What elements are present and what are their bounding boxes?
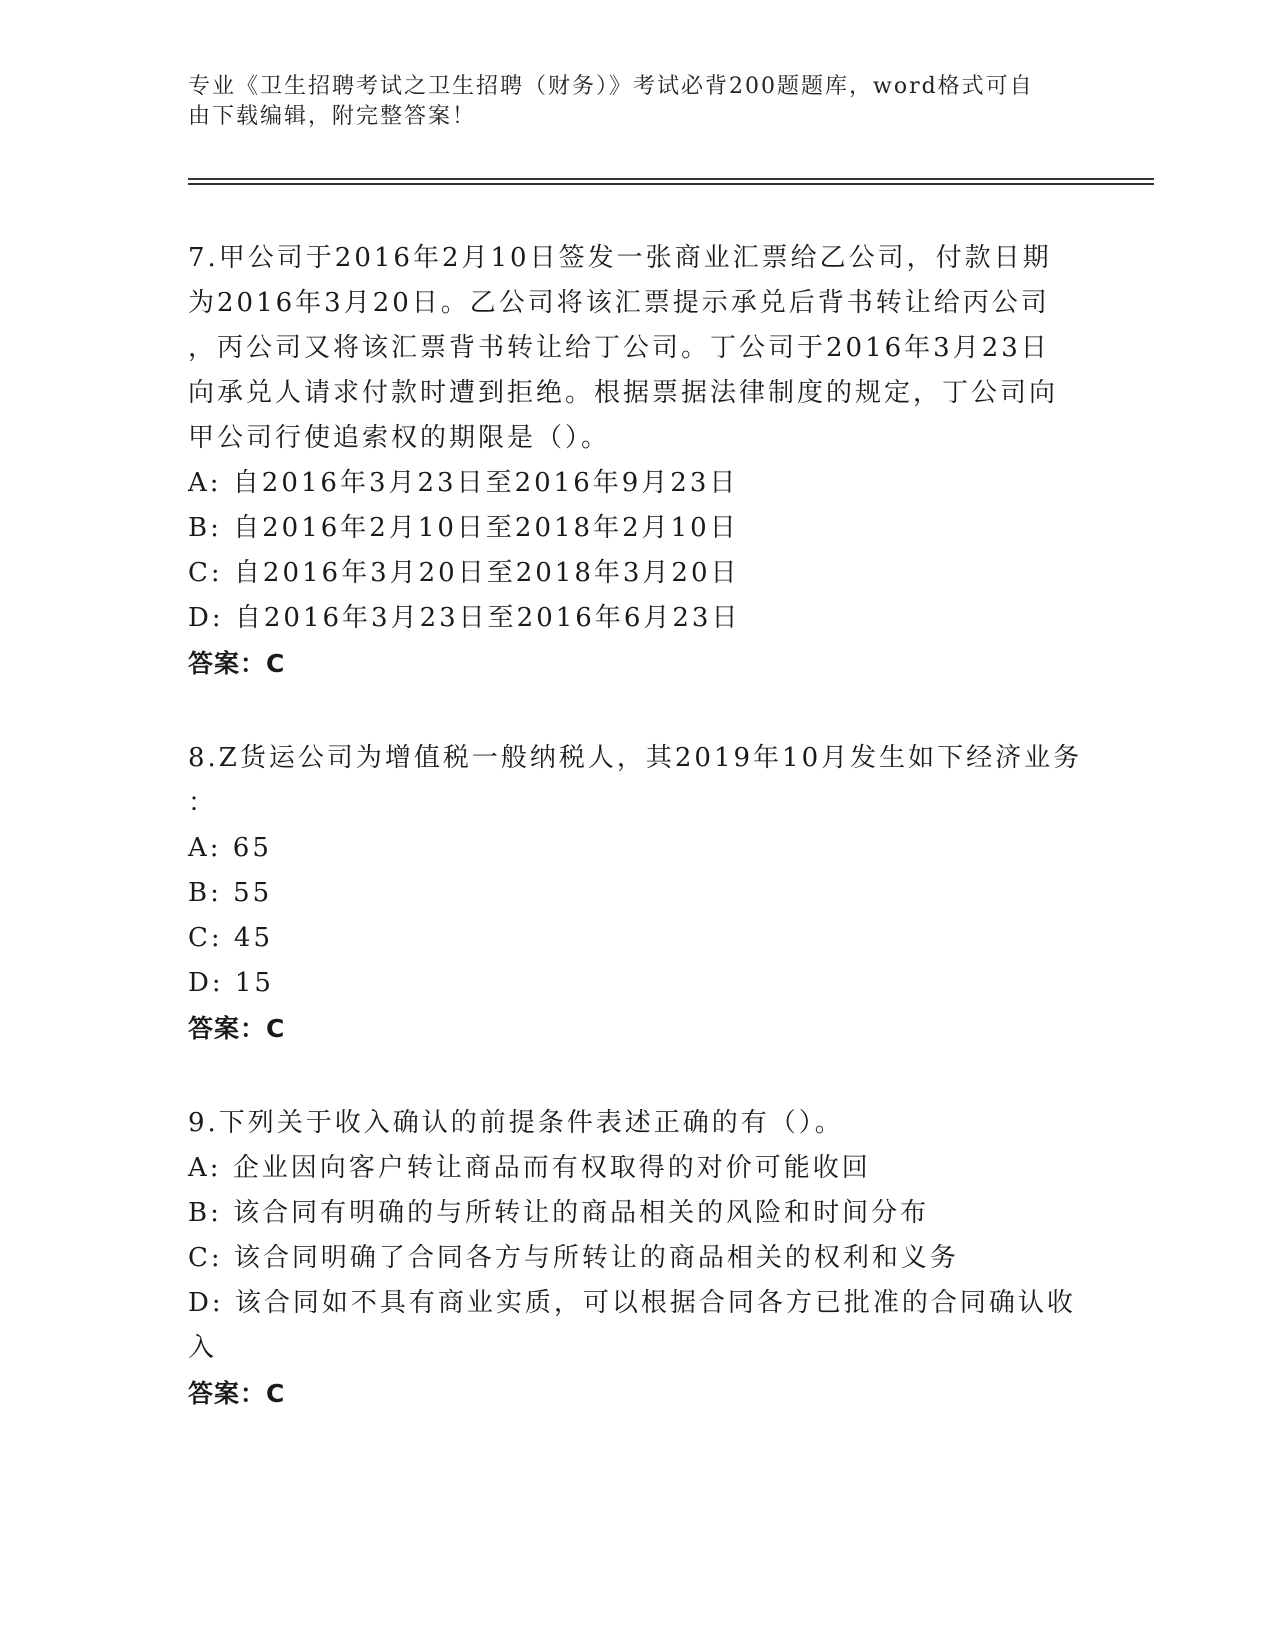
option-a: A: 65 (188, 833, 272, 863)
question-stem-line: 为2016年3月20日。乙公司将该汇票提示承兑后背书转让给丙公司 (188, 288, 1050, 318)
question-stem-line: ，丙公司又将该汇票背书转让给丁公司。丁公司于2016年3月23日 (188, 333, 1050, 363)
question-stem-line: 向承兑人请求付款时遭到拒绝。根据票据法律制度的规定，丁公司向 (188, 378, 1059, 408)
question-stem-line: 甲公司行使追索权的期限是（）。 (188, 423, 611, 453)
option-c: C: 45 (188, 923, 274, 953)
question-list (188, 236, 1088, 1416)
header-line-1: 专业《卫生招聘考试之卫生招聘（财务）》考试必背200题题库，word格式可自 (188, 74, 1034, 99)
question-8 (188, 736, 1088, 1051)
question-stem-line: 8.Z货运公司为增值税一般纳税人，其2019年10月发生如下经济业务 (188, 743, 1083, 773)
answer-label: 答案：C (188, 649, 286, 678)
header-line-2: 由下载编辑，附完整答案！ (188, 104, 477, 129)
question-7 (188, 236, 1088, 686)
header-divider-top (188, 178, 1154, 180)
question-stem-line: 9.下列关于收入确认的前提条件表述正确的有（）。 (188, 1108, 844, 1138)
question-stem-line: 7.甲公司于2016年2月10日签发一张商业汇票给乙公司，付款日期 (188, 243, 1052, 273)
option-d-continuation: 入 (188, 1333, 218, 1363)
answer-label: 答案：C (188, 1379, 286, 1408)
question-stem-line: ： (188, 788, 218, 818)
option-c: C: 自2016年3月20日至2018年3月20日 (188, 558, 740, 588)
option-d: D: 15 (188, 968, 274, 998)
option-a: A: 企业因向客户转让商品而有权取得的对价可能收回 (188, 1153, 871, 1183)
option-c: C: 该合同明确了合同各方与所转让的商品相关的权利和义务 (188, 1243, 959, 1273)
answer-label: 答案：C (188, 1014, 286, 1043)
option-a: A: 自2016年3月23日至2016年9月23日 (188, 468, 739, 498)
question-9 (188, 1101, 1088, 1416)
option-b: B: 自2016年2月10日至2018年2月10日 (188, 513, 739, 543)
option-b: B: 55 (188, 878, 273, 908)
header-divider-bottom (188, 183, 1154, 185)
option-d: D: 自2016年3月23日至2016年6月23日 (188, 603, 741, 633)
spacer (188, 1051, 1088, 1101)
spacer (188, 686, 1088, 736)
option-d: D: 该合同如不具有商业实质，可以根据合同各方已批准的合同确认收 (188, 1288, 1076, 1318)
option-b: B: 该合同有明确的与所转让的商品相关的风险和时间分布 (188, 1198, 930, 1228)
